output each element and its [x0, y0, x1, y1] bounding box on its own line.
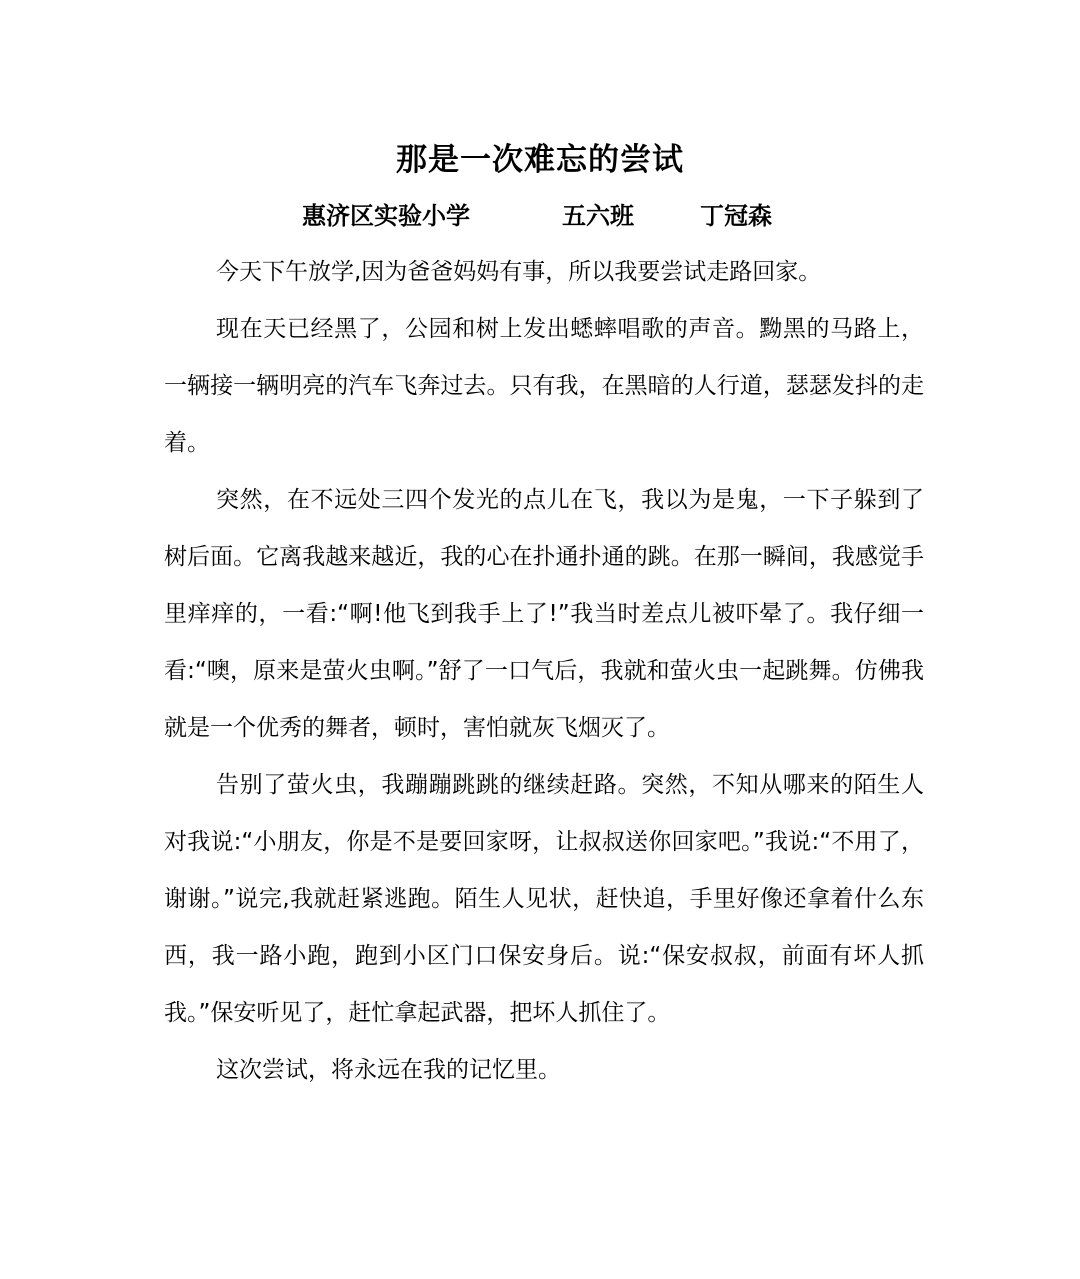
paragraph-1: 今天下午放学,因为爸爸妈妈有事，所以我要尝试走路回家。 [216, 259, 822, 285]
paragraph-3: 突然，在不远处三四个发光的点儿在飞，我以为是鬼，一下子躲到了树后面。它离我越来越近，我的心在扑通扑通的跳。在那一瞬间，我感觉手里痒痒的，一看:“啊!他飞到我手上了!”我当时差点儿被吓晕了。我仔细一看:“噢，原来是萤火虫啊。”舒了一口气后，我就和萤火虫一起跳舞。仿佛我就是一个优秀的舞者，顿时，害怕就灰飞烟灭了。 [164, 487, 924, 741]
byline-class: 五六班 [562, 202, 634, 230]
byline-school: 惠济区实验小学 [302, 202, 470, 230]
paragraph-2: 现在天已经黑了，公园和树上发出蟋蟀唱歌的声音。黝黑的马路上，一辆接一辆明亮的汽车飞奔过去。只有我，在黑暗的人行道，瑟瑟发抖的走着。 [164, 316, 924, 456]
paragraph-5: 这次尝试，将永远在我的记忆里。 [216, 1057, 561, 1083]
byline [0, 196, 1080, 236]
document-title: 那是一次难忘的尝试 [396, 142, 684, 178]
paragraph-4: 告别了萤火虫，我蹦蹦跳跳的继续赶路。突然，不知从哪来的陌生人对我说:“小朋友，你是不是要回家呀，让叔叔送你回家吧。”我说:“不用了，谢谢。”说完,我就赶紧逃跑。陌生人见状，赶快追，手里好像还拿着什么东西，我一路小跑，跑到小区门口保安身后。说:“保安叔叔，前面有坏人抓我。”保安听见了，赶忙拿起武器，把坏人抓住了。 [164, 772, 924, 1026]
essay-body [164, 244, 924, 1099]
byline-author: 丁冠森 [700, 202, 772, 230]
